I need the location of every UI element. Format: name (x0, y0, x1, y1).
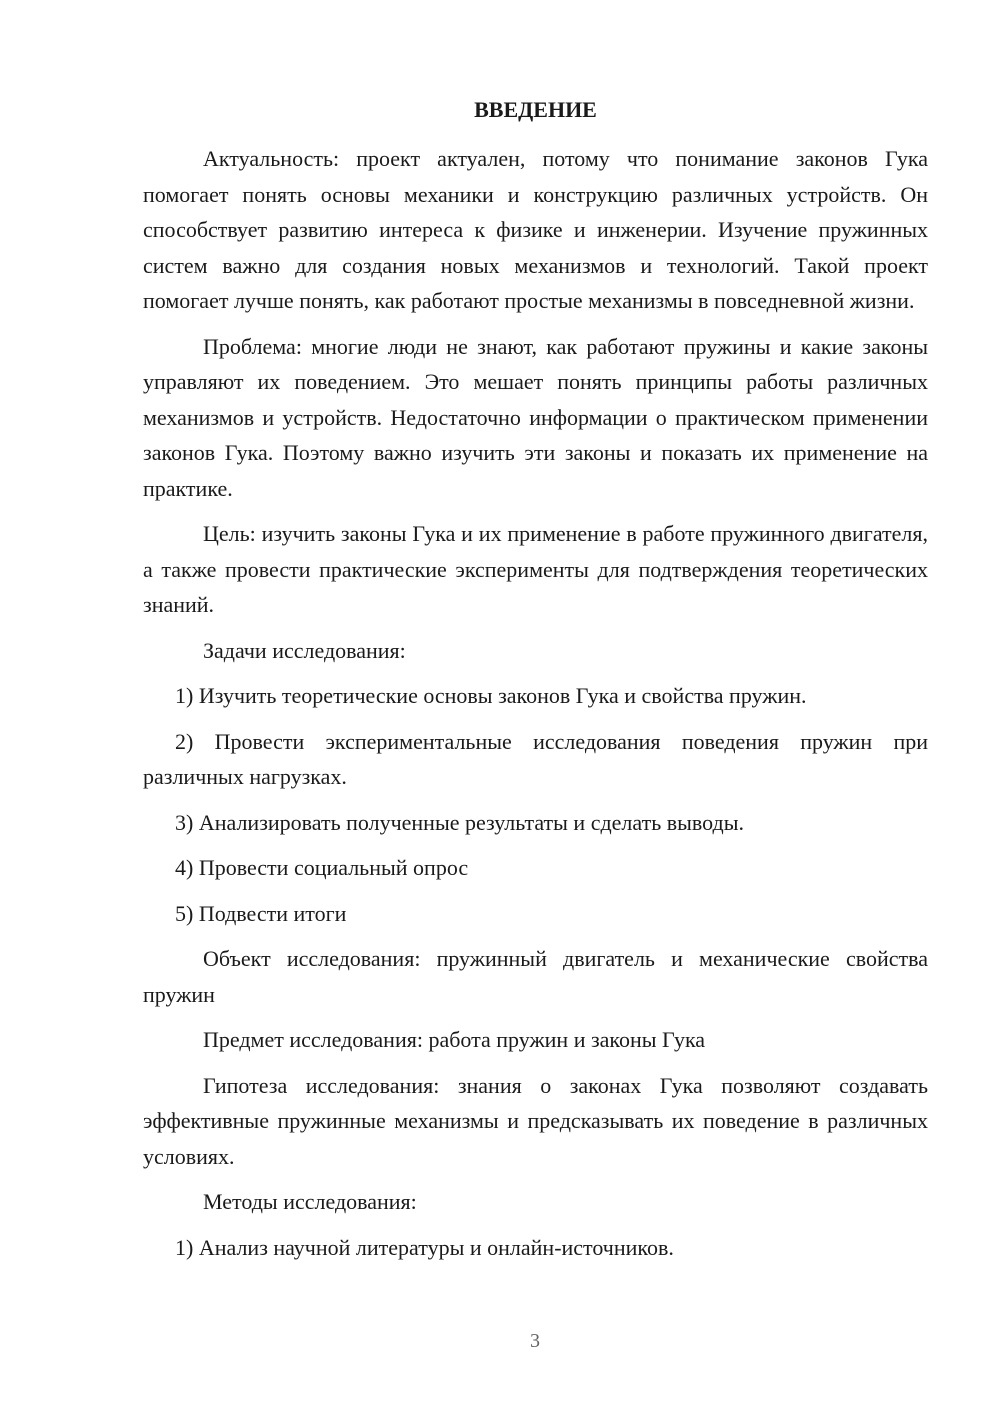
task-item: 2) Провести экспериментальные исследования поведения пружин при различных нагрузках. (143, 728, 928, 789)
section-title: ВВЕДЕНИЕ (474, 97, 597, 122)
task-item: 1) Изучить теоретические основы законов Гука и свойства пружин. (175, 683, 807, 708)
object-paragraph: Объект исследования: пружинный двигатель и механические свойства пружин (143, 946, 928, 1007)
problem-paragraph: Проблема: многие люди не знают, как работают пружины и какие законы управляют их поведением. Это мешает понять принципы работы различных механизмов и устройств. Недостаточно информации о практическом применении законов Гука. Поэтому важно изучить эти законы и показать их применение на практике. (143, 333, 928, 501)
goal-paragraph: Цель: изучить законы Гука и их применение в работе пружинного двигателя, а также провести практические эксперименты для подтверждения теоретических знаний. (143, 521, 928, 617)
method-item: 1) Анализ научной литературы и онлайн-источников. (175, 1234, 674, 1260)
document-page (143, 92, 928, 1275)
hypothesis-paragraph: Гипотеза исследования: знания о законах Гука позволяют создавать эффективные пружинные механизмы и предсказывать их поведение в различных условиях. (143, 1072, 928, 1169)
task-item: 3) Анализировать полученные результаты и сделать выводы. (175, 809, 744, 835)
relevance-paragraph: Актуальность: проект актуален, потому что понимание законов Гука помогает понять основы механики и конструкцию различных устройств. Он способствует развитию интереса к физике и инженерии. Изучение пружинных систем важно для создания новых механизмов и технологий. Такой проект помогает лучше понять, как работают простые механизмы в повседневной жизни. (143, 146, 928, 313)
page-number: 3 (530, 1330, 540, 1352)
methods-heading: Методы исследования: (203, 1189, 417, 1214)
tasks-heading: Задачи исследования: (203, 637, 406, 663)
task-item: 4) Провести социальный опрос (175, 855, 469, 880)
task-item: 5) Подвести итоги (175, 900, 347, 926)
subject-paragraph: Предмет исследования: работа пружин и законы Гука (203, 1027, 706, 1052)
